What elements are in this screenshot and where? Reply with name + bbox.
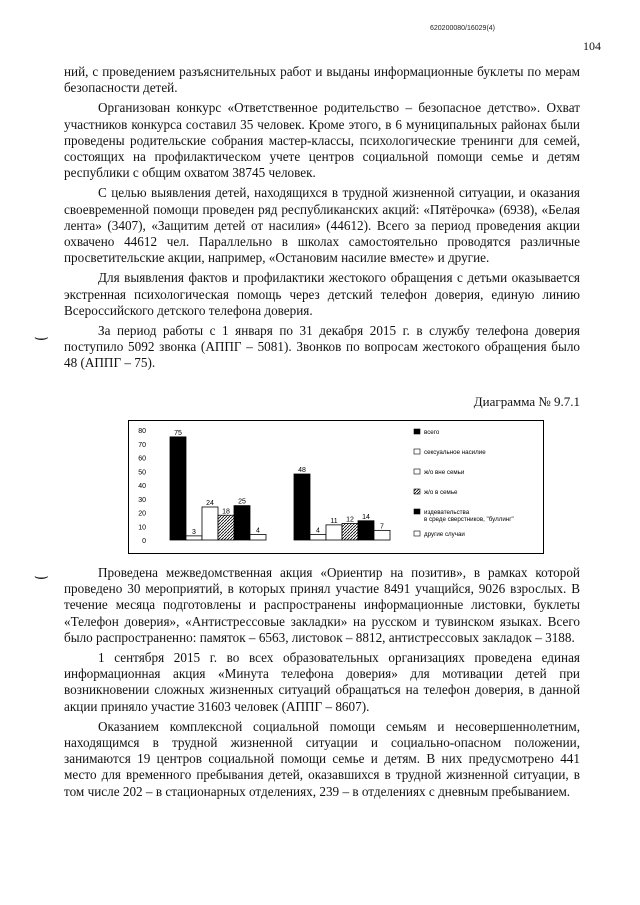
bar (294, 474, 310, 540)
legend-label: другие случаи (424, 531, 465, 538)
bar (218, 515, 234, 540)
bar-value-label: 3 (192, 528, 196, 536)
y-tick-label: 60 (138, 455, 146, 463)
bar (170, 437, 186, 540)
paragraph: Оказанием комплексной социальной помощи семьям и несовершеннолетним, находящимся в трудной жизненной ситуации и социально-опасном положении, занимаются 19 центров социальной помощи семье и детям. В них предусмотрено 441 место для временного пребывания детей, оказавшихся в трудной жизненной ситуации, в том числе 202 – в стационарных отделениях, 239 – в отделениях с дневным пребыванием. (64, 718, 580, 799)
bar (202, 507, 218, 540)
text-block-bottom (64, 565, 580, 804)
legend-label: всего (424, 429, 440, 436)
y-tick-label: 70 (138, 441, 146, 449)
legend-swatch (414, 449, 420, 454)
y-tick-label: 80 (138, 428, 146, 435)
page-number: 104 (583, 39, 601, 53)
legend-label: в среде сверстников, "буллинг" (424, 516, 514, 523)
legend-label: ж/о вне семьи (424, 469, 465, 476)
bar (326, 525, 342, 540)
bar-value-label: 14 (362, 513, 370, 521)
y-tick-label: 0 (142, 538, 146, 545)
bar-value-label: 48 (298, 467, 306, 474)
bar (186, 536, 202, 540)
bar-value-label: 18 (222, 508, 230, 516)
bar (310, 535, 326, 541)
margin-check-mark: ⌣ (33, 327, 50, 346)
y-tick-label: 20 (138, 510, 146, 518)
paragraph: ний, с проведением разъяснительных работ и выданы информационные буклеты по мерам безопасности детей. (64, 64, 580, 96)
bar-value-label: 25 (238, 498, 246, 506)
paragraph: Для выявления фактов и профилактики жестокого обращения с детьми оказывается экстренная психологическая помощь через детский телефон доверия, единую линию Всероссийского детского телефона доверия. (64, 270, 580, 318)
margin-check-mark: ⌣ (33, 566, 50, 585)
bar (358, 521, 374, 540)
legend-label: издевательства (424, 509, 470, 516)
y-tick-label: 10 (138, 524, 146, 532)
bar-value-label: 4 (256, 527, 260, 535)
legend-label: ж/о в семье (424, 489, 458, 496)
bar (342, 524, 358, 541)
legend-swatch (414, 509, 420, 514)
bar (250, 535, 266, 541)
bar-chart (128, 420, 544, 554)
bar-value-label: 75 (174, 429, 182, 437)
document-id: 620200080/16029(4) (430, 25, 496, 32)
legend-swatch (414, 429, 420, 434)
legend-swatch (414, 469, 420, 474)
bar (374, 530, 390, 540)
paragraph: С целью выявления детей, находящихся в трудной жизненной ситуации, и оказания своевременной помощи проведен ряд республиканских акций: «Пятёрочка» (6938), «Белая лента» (3407), «Защитим детей от насилия» (44612). Всего за период проведения акции охвачено 44612 чел. Параллельно в школах самостоятельно проводятся различные просветительские акции, например, «Остановим насилие вместе» и другие. (64, 185, 580, 266)
legend-swatch (414, 489, 420, 494)
bar (234, 506, 250, 540)
paragraph: Проведена межведомственная акция «Ориентир на позитив», в рамках которой проведено 30 мероприятий, в которых принял участие 8491 учащийся, 9026 взрослых. В течение месяца подготовлены и распространены информационные листовки, буклеты «Телефон доверия», «Антистрессовые закладки» на русском и тувинском языках. Всего было распространенно: памяток – 6563, листовок – 8812, антистрессовых закладок – 3188. (64, 565, 580, 645)
diagram-caption: Диаграмма № 9.7.1 (473, 394, 580, 409)
bar-value-label: 11 (330, 517, 338, 525)
bar-value-label: 12 (346, 516, 354, 524)
legend-label: сексуальное насилие (424, 449, 486, 456)
y-tick-label: 50 (138, 469, 146, 477)
y-tick-label: 30 (138, 496, 146, 504)
bar-value-label: 7 (380, 523, 384, 531)
bar-value-label: 4 (316, 527, 320, 535)
paragraph: 1 сентября 2015 г. во всех образовательных организациях проведена единая информационная акция «Минута телефона доверия» для мотивации детей при возникновении сложных жизненных ситуаций обращаться на телефон доверия, в данной акции приняло участие 31603 человек (АППГ – 8607). (64, 650, 580, 714)
paragraph: За период работы с 1 января по 31 декабря 2015 г. в службу телефона доверия поступило 5092 звонка (АППГ – 5081). Звонков по вопросам жестокого обращения было 48 (АППГ – 75). (64, 323, 580, 371)
bar-value-label: 24 (206, 500, 214, 507)
y-tick-label: 40 (138, 483, 146, 490)
text-block-top (64, 64, 580, 376)
paragraph: Организован конкурс «Ответственное родительство – безопасное детство». Охват участников конкурса составил 35 человек. Кроме этого, в 6 муниципальных районах были проведены родительские собрания мастер-классы, психологические тренинги для семей, состоящих на профилактическом учете центров социальной помощи семье и детям республики с общим охватом 38745 человек. (64, 100, 580, 181)
legend-swatch (414, 531, 420, 536)
